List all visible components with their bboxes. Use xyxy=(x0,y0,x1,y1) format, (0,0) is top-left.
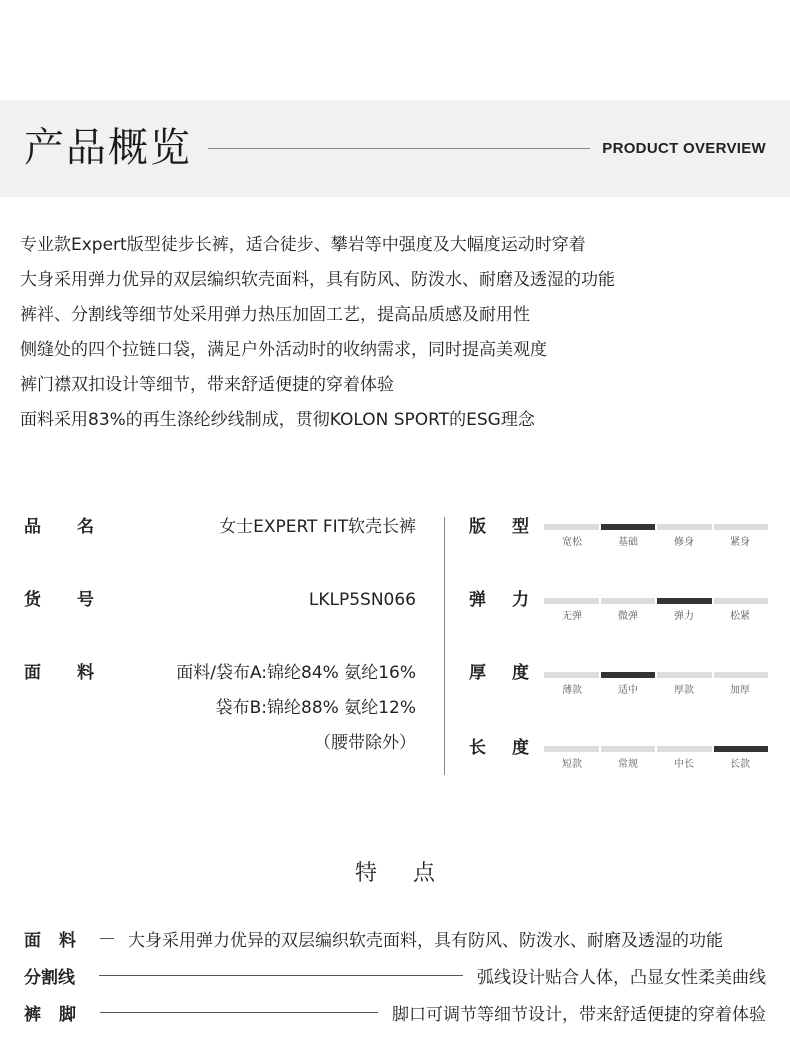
rating-label-char: 度 xyxy=(512,663,529,683)
rating-tick: 修身 xyxy=(674,537,694,548)
rating-segment xyxy=(657,524,712,530)
features-title: 特点 xyxy=(354,861,471,886)
spec-name-label xyxy=(24,516,94,538)
rating-label-char: 厚 xyxy=(469,663,486,683)
feature-name-char: 料 xyxy=(59,930,76,951)
rating-stretch-ticks xyxy=(544,610,768,624)
spec-column-divider xyxy=(444,517,445,775)
rating-length-ticks xyxy=(544,758,768,772)
page-title: 产品概览 xyxy=(24,125,192,171)
spec-code-label-char: 货 xyxy=(24,590,41,610)
overview-header xyxy=(0,100,790,197)
intro-line: 面料采用83%的再生涤纶纱线制成，贯彻KOLON SPORT的ESG理念 xyxy=(20,410,535,430)
rating-segment xyxy=(714,598,769,604)
intro-list xyxy=(20,228,770,438)
header-divider xyxy=(208,148,590,149)
rating-tick: 适中 xyxy=(618,685,638,696)
feature-desc: 弧线设计贴合人体，凸显女性柔美曲线 xyxy=(477,967,766,988)
rating-length-label xyxy=(469,737,529,759)
intro-line: 裤袢、分割线等细节处采用弹力热压加固工艺，提高品质感及耐用性 xyxy=(20,305,530,325)
intro-line: 大身采用弹力优异的双层编织软壳面料，具有防风、防泼水、耐磨及透湿的功能 xyxy=(20,270,615,290)
rating-thickness-label xyxy=(469,662,529,684)
rating-label-char: 型 xyxy=(512,517,529,537)
rating-segment xyxy=(657,746,712,752)
spec-code-label xyxy=(24,589,94,611)
rating-tick: 宽松 xyxy=(562,537,582,548)
rating-fit-bar xyxy=(544,524,768,530)
rating-label-char: 版 xyxy=(469,517,486,537)
spec-material-line: 面料/袋布A:锦纶84% 氨纶16% xyxy=(176,663,416,683)
spec-material-line: （腰带除外） xyxy=(314,733,416,753)
feature-name xyxy=(24,926,76,951)
feature-desc: 脚口可调节等细节设计，带来舒适便捷的穿着体验 xyxy=(392,1004,766,1025)
rating-segment xyxy=(714,672,769,678)
rating-stretch-label xyxy=(469,589,529,611)
rating-tick: 长款 xyxy=(730,759,750,770)
rating-tick: 中长 xyxy=(674,759,694,770)
rating-thickness-ticks xyxy=(544,684,768,698)
feature-row xyxy=(24,963,766,987)
rating-tick: 基础 xyxy=(618,537,638,548)
rating-label-char: 长 xyxy=(469,738,486,758)
rating-label-char: 度 xyxy=(512,738,529,758)
page-subtitle-en: PRODUCT OVERVIEW xyxy=(602,140,766,157)
rating-segment xyxy=(601,672,656,678)
feature-name-char: 分割线 xyxy=(24,967,75,988)
rating-segment xyxy=(544,524,599,530)
rating-fit-ticks xyxy=(544,536,768,550)
feature-row xyxy=(24,926,766,950)
spec-code-label-char: 号 xyxy=(77,590,94,610)
rating-tick: 松紧 xyxy=(730,611,750,622)
spec-name-value: 女士EXPERT FIT软壳长裤 xyxy=(219,517,416,537)
spec-material-label-char: 料 xyxy=(77,663,94,683)
feature-leader-line xyxy=(100,938,114,939)
rating-tick: 无弹 xyxy=(562,611,582,622)
feature-leader-line xyxy=(99,975,463,976)
rating-segment xyxy=(544,598,599,604)
rating-fit-label xyxy=(469,516,529,538)
spec-name-label-char: 名 xyxy=(77,517,94,537)
feature-name xyxy=(24,1000,76,1025)
feature-desc: 大身采用弹力优异的双层编织软壳面料，具有防风、防泼水、耐磨及透湿的功能 xyxy=(128,930,723,951)
intro-line: 裤门襟双扣设计等细节，带来舒适便捷的穿着体验 xyxy=(20,375,394,395)
feature-name-char: 面 xyxy=(24,930,41,951)
spec-material-label-char: 面 xyxy=(24,663,41,683)
rating-stretch-bar xyxy=(544,598,768,604)
spec-material-label xyxy=(24,662,94,684)
rating-thickness-bar xyxy=(544,672,768,678)
rating-tick: 微弹 xyxy=(618,611,638,622)
rating-tick: 常规 xyxy=(618,759,638,770)
rating-tick: 短款 xyxy=(562,759,582,770)
rating-segment xyxy=(601,746,656,752)
rating-length-bar xyxy=(544,746,768,752)
rating-segment xyxy=(714,746,769,752)
rating-tick: 薄款 xyxy=(562,685,582,696)
rating-segment xyxy=(601,598,656,604)
feature-name xyxy=(24,963,75,988)
rating-segment xyxy=(601,524,656,530)
rating-tick: 紧身 xyxy=(730,537,750,548)
spec-code-value: LKLP5SN066 xyxy=(308,590,416,610)
rating-segment xyxy=(657,672,712,678)
intro-line: 侧缝处的四个拉链口袋，满足户外活动时的收纳需求，同时提高美观度 xyxy=(20,340,547,360)
intro-line: 专业款Expert版型徒步长裤，适合徒步、攀岩等中强度及大幅度运动时穿着 xyxy=(20,235,586,255)
rating-tick: 弹力 xyxy=(674,611,694,622)
feature-name-char: 脚 xyxy=(59,1004,76,1025)
feature-name-char: 裤 xyxy=(24,1004,41,1025)
rating-tick: 加厚 xyxy=(730,685,750,696)
rating-label-char: 弹 xyxy=(469,590,486,610)
feature-leader-line xyxy=(100,1012,378,1013)
spec-name-label-char: 品 xyxy=(24,517,41,537)
rating-segment xyxy=(544,672,599,678)
rating-tick: 厚款 xyxy=(674,685,694,696)
rating-segment xyxy=(714,524,769,530)
rating-label-char: 力 xyxy=(512,590,529,610)
spec-material-line: 袋布B:锦纶88% 氨纶12% xyxy=(215,698,416,718)
feature-row xyxy=(24,1000,766,1024)
rating-segment xyxy=(544,746,599,752)
rating-segment xyxy=(657,598,712,604)
